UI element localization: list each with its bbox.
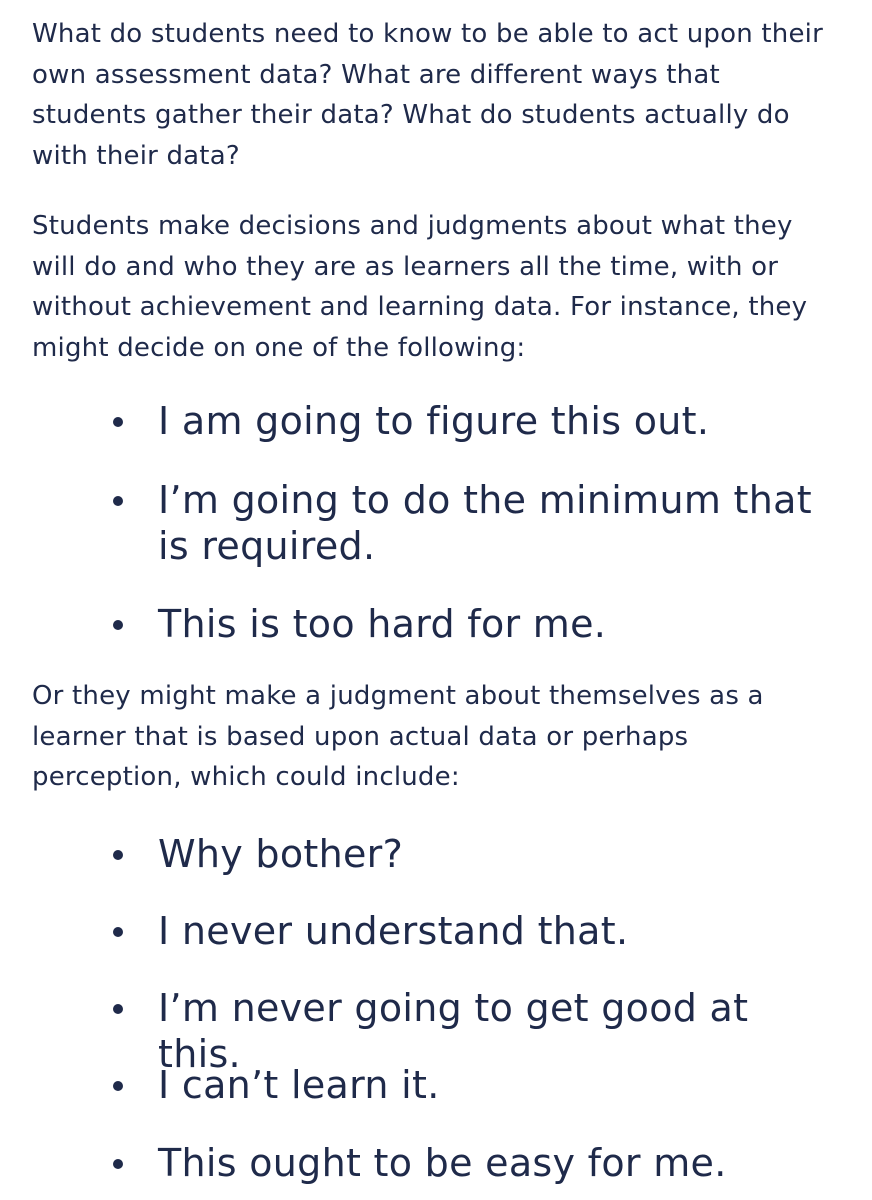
decisions-paragraph: Students make decisions and judgments about what they will do and who they are as learners all the time, with or without achievement and learning data. For instance, they might decide on one of the following: xyxy=(32,211,808,363)
list-item-text: This is too hard for me. xyxy=(158,602,607,646)
intro-paragraph: What do students need to know to be able to act upon their own assessment data? What are different ways that students gather their data? What do students actually do with their data? xyxy=(32,19,823,171)
list-item-text: I never understand that. xyxy=(158,909,629,953)
list-item xyxy=(113,1140,833,1186)
list-item-text: I’m never going to get good at this. xyxy=(158,986,749,1076)
bullet-icon xyxy=(113,620,123,630)
list-item-text: I can’t learn it. xyxy=(158,1063,440,1107)
list-item xyxy=(113,398,833,444)
bullet-icon xyxy=(113,850,123,860)
list-item xyxy=(113,1062,833,1108)
list-item xyxy=(113,477,833,569)
list-item xyxy=(113,601,833,647)
bullet-icon xyxy=(113,927,123,937)
bullet-icon xyxy=(113,1159,123,1169)
bullet-icon xyxy=(113,1081,123,1091)
list-item-text: I’m going to do the minimum that is required. xyxy=(158,478,812,568)
judgments-paragraph: Or they might make a judgment about themselves as a learner that is based upon actual data or perhaps perception, which could include: xyxy=(32,681,764,792)
list-item-text: I am going to figure this out. xyxy=(158,399,710,443)
list-item-text: This ought to be easy for me. xyxy=(158,1141,727,1185)
list-item xyxy=(113,831,833,877)
bullet-icon xyxy=(113,417,123,427)
list-item xyxy=(113,908,833,954)
bullet-icon xyxy=(113,496,123,506)
bullet-icon xyxy=(113,1004,123,1014)
list-item-text: Why bother? xyxy=(158,832,404,876)
